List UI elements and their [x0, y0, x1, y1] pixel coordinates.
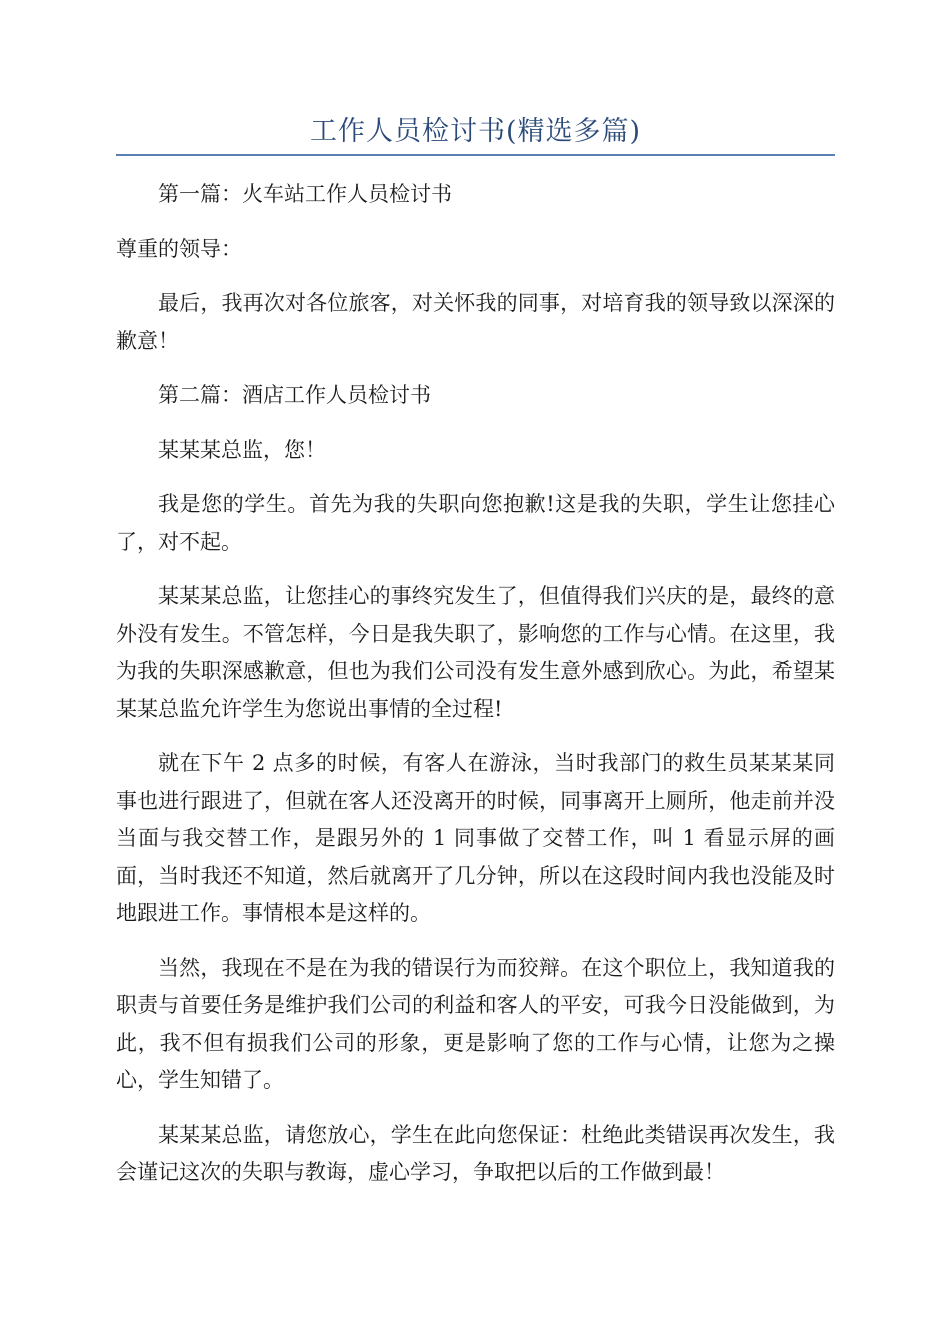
paragraph-5: 某某某总监，您！	[158, 437, 326, 462]
paragraph-4: 第二篇：酒店工作人员检讨书	[158, 383, 431, 407]
paragraph-8: 就在下午 2 点多的时候，有客人在游泳，当时我部门的救生员某某某同事也进行跟进了，但就在客人还没离开的时候，同事离开上厕所，他走前并没当面与我交替工作，是跟另外的 1 同事做了交替工作，叫 1 看显示屏的画面，当时我还不知道，然后就离开了几分钟，所以在这段时间内我也没能及时地跟进工作。事情根本是这样的。	[116, 751, 835, 925]
paragraph-6: 我是您的学生。首先为我的失职向您抱歉!这是我的失职，学生让您挂心了，对不起。	[116, 492, 835, 554]
paragraph-1: 第一篇：火车站工作人员检讨书	[158, 182, 452, 206]
title-underline	[116, 154, 835, 156]
paragraph-10: 某某某总监，请您放心，学生在此向您保证：杜绝此类错误再次发生，我会谨记这次的失职与教诲，虚心学习，争取把以后的工作做到最！	[116, 1122, 835, 1184]
paragraph-9: 当然，我现在不是在为我的错误行为而狡辩。在这个职位上，我知道我的职责与首要任务是维护我们公司的利益和客人的平安，可我今日没能做到，为此，我不但有损我们公司的形象，更是影响了您的工作与心情，让您为之操心，学生知错了。	[116, 955, 835, 1092]
document-body	[116, 176, 835, 1209]
document-title: 工作人员检讨书(精选多篇)	[309, 116, 642, 147]
paragraph-7: 某某某总监，让您挂心的事终究发生了，但值得我们兴庆的是，最终的意外没有发生。不管怎样，今日是我失职了，影响您的工作与心情。在这里，我为我的失职深感歉意，但也为我们公司没有发生意外感到欣心。为此，希望某某某总监允许学生为您说出事情的全过程!	[116, 584, 835, 721]
paragraph-3: 最后，我再次对各位旅客，对关怀我的同事，对培育我的领导致以深深的歉意！	[116, 291, 835, 353]
paragraph-2: 尊重的领导：	[116, 236, 242, 261]
